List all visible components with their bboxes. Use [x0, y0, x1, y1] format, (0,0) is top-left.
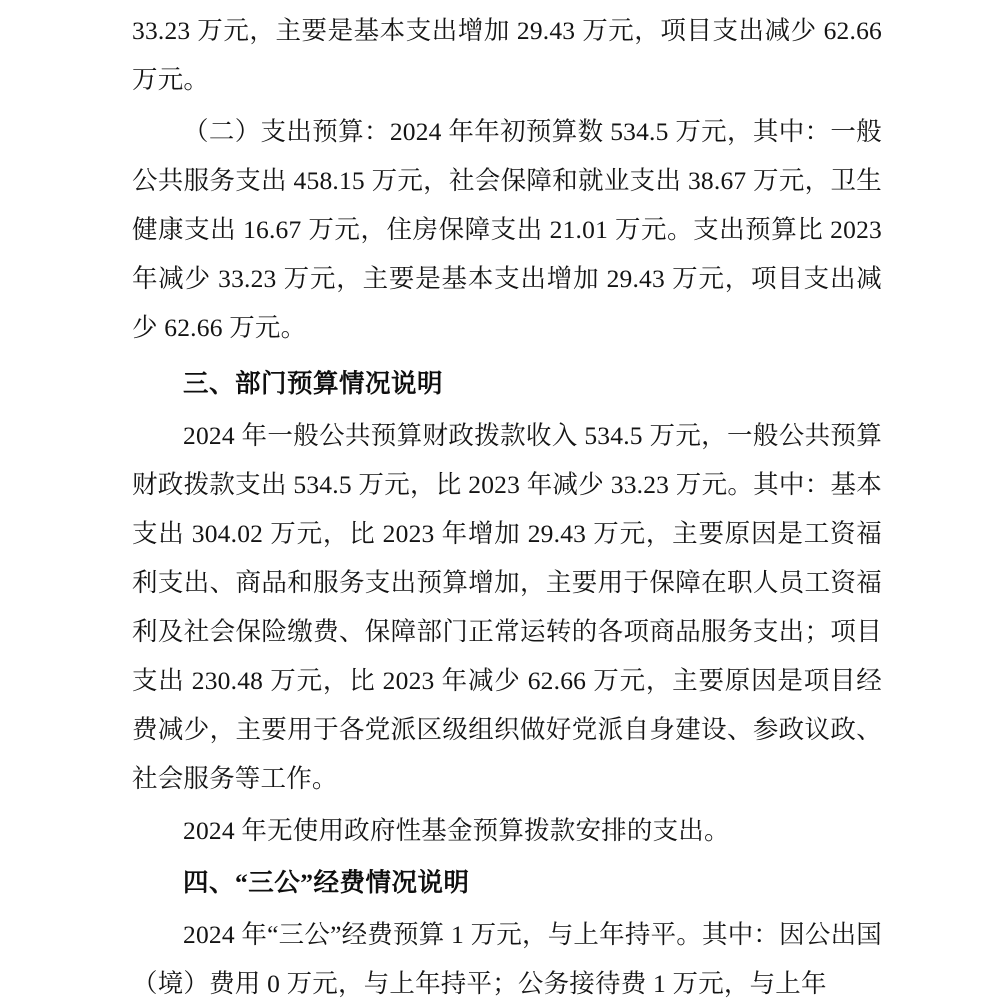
document-body — [132, 0, 882, 1008]
paragraph-section-three-body: 2024 年一般公共预算财政拨款收入 534.5 万元，一般公共预算财政拨款支出 534.5 万元，比 2023 年减少 33.23 万元。其中：基本支出 304.02 万元，比 2023 年增加 29.43 万元，主要原因是工资福利支出、商品和服务支出预算增加，主要用于保障在职人员工资福利及社会保险缴费、保障部门正常运转的各项商品服务支出；项目支出 230.48 万元，比 2023 年减少 62.66 万元，主要原因是项目经费减少，主要用于各党派区级组织做好党派自身建设、参政议政、社会服务等工作。 — [132, 421, 882, 793]
heading-section-three: 三、部门预算情况说明 — [183, 369, 444, 398]
paragraph-expenditure-budget: （二）支出预算：2024 年年初预算数 534.5 万元，其中：一般公共服务支出 458.15 万元，社会保障和就业支出 38.67 万元，卫生健康支出 16.67 万元，住房保障支出 21.01 万元。支出预算比 2023 年减少 33.23 万元，主要是基本支出增加 29.43 万元，项目支出减少 62.66 万元。 — [132, 117, 882, 342]
paragraph-continuation: 33.23 万元，主要是基本支出增加 29.43 万元，项目支出减少 62.66 万元。 — [132, 16, 882, 94]
paragraph-spacer — [132, 352, 882, 359]
paragraph-section-four-body: 2024 年“三公”经费预算 1 万元，与上年持平。其中：因公出国（境）费用 0 万元，与上年持平；公务接待费 1 万元，与上年 — [132, 920, 882, 998]
paragraph-no-government-fund: 2024 年无使用政府性基金预算拨款安排的支出。 — [183, 816, 730, 845]
heading-section-four: 四、“三公”经费情况说明 — [183, 868, 470, 897]
